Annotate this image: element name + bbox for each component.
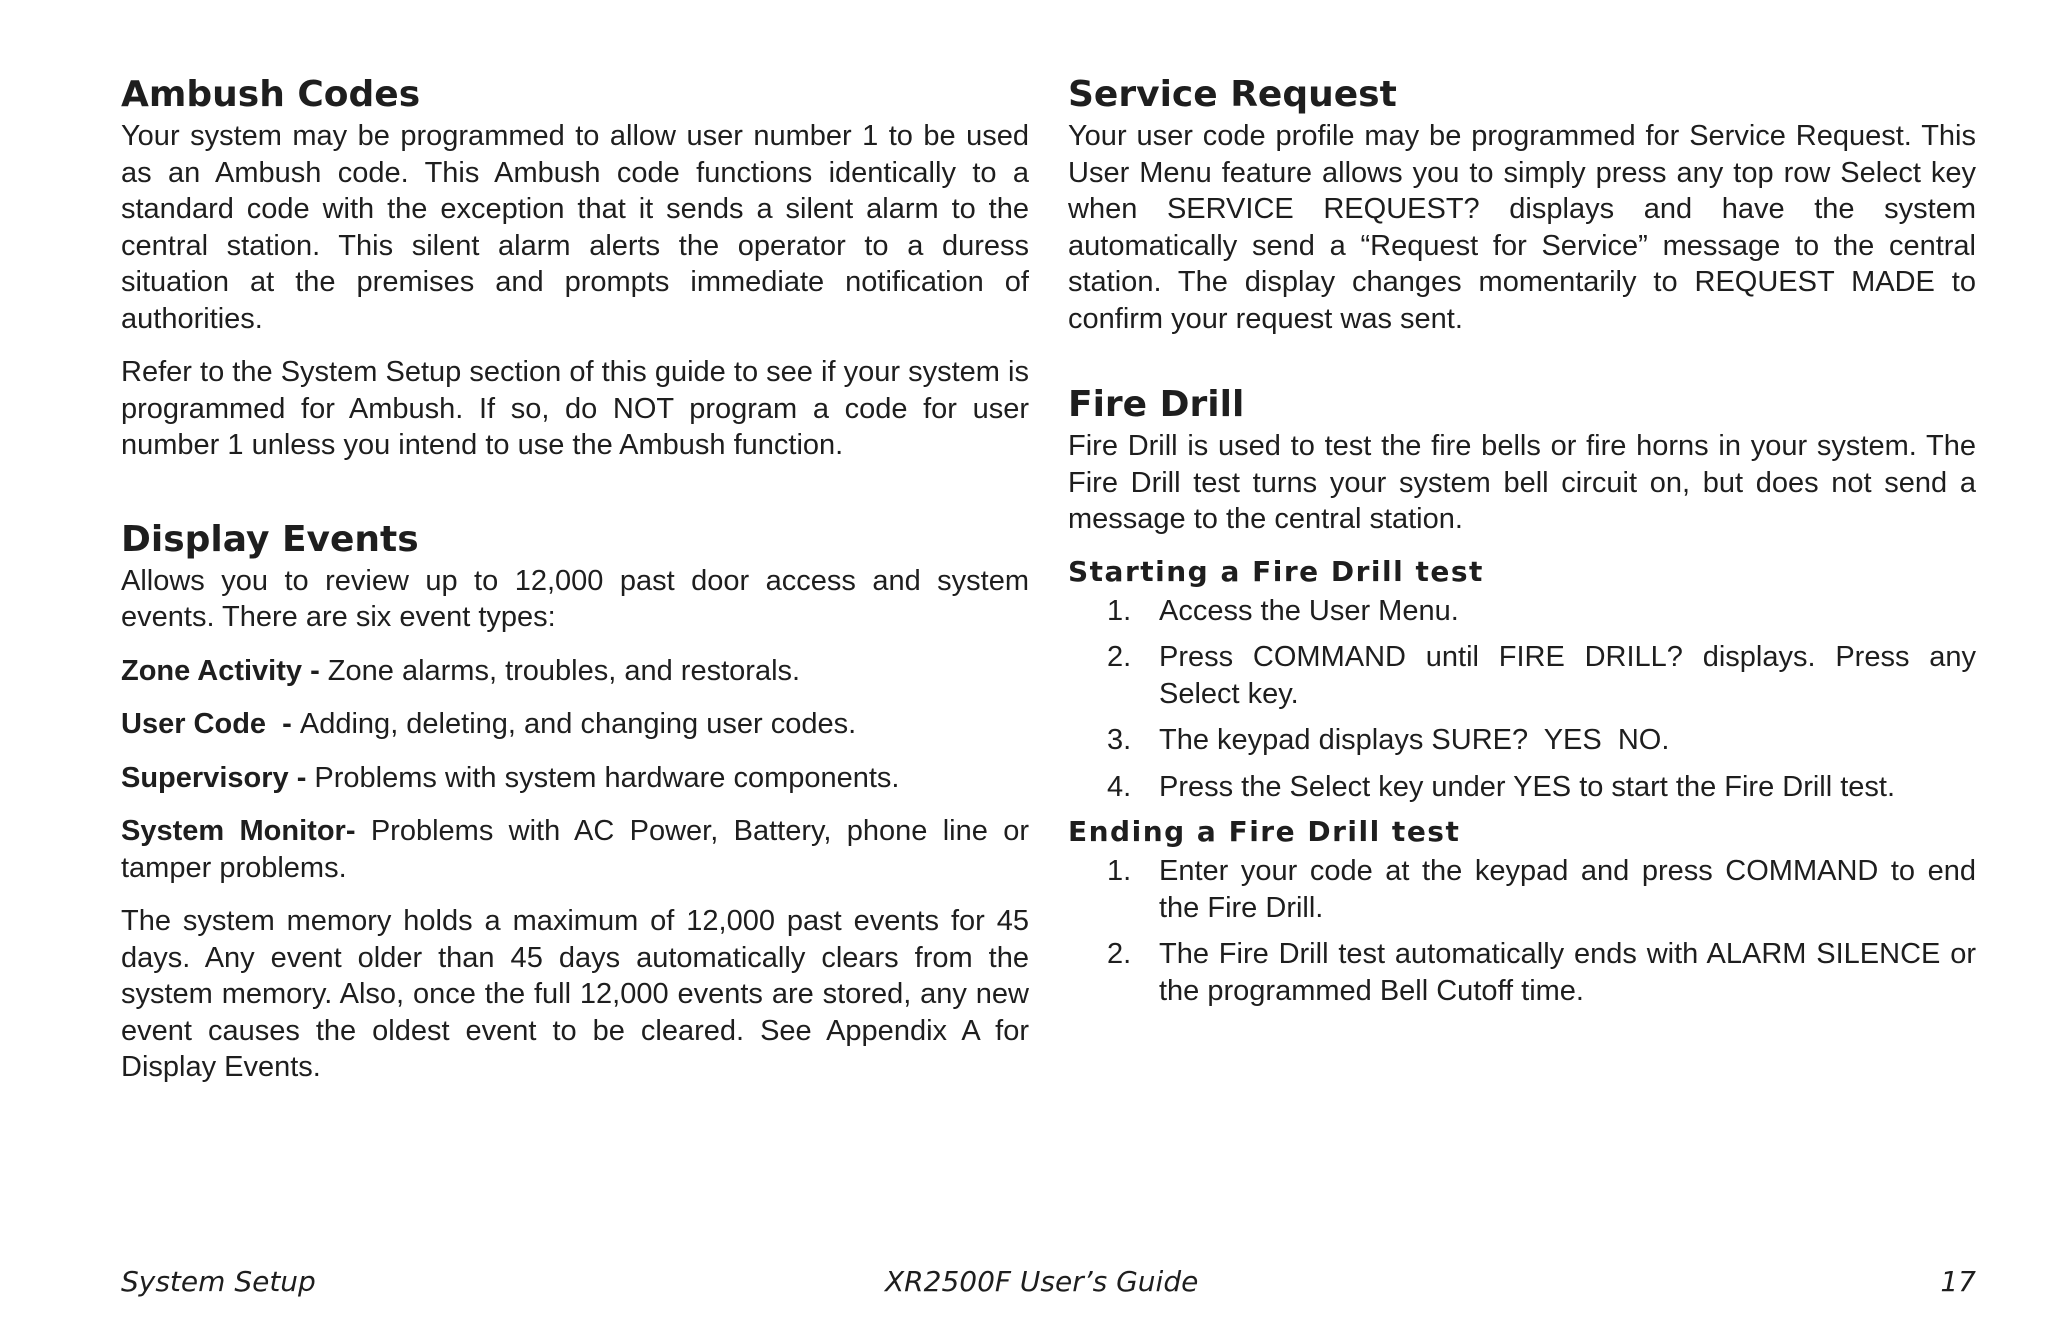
event-type-zone-activity xyxy=(121,653,1029,690)
step-text: Press COMMAND until FIRE DRILL? displays. Press any Select key. xyxy=(1159,641,1976,710)
service-request-heading: Service Request xyxy=(1068,74,1397,115)
ending-fire-drill-steps xyxy=(1068,853,1976,1009)
step-text: Press the Select key under YES to start the Fire Drill test. xyxy=(1159,770,1896,803)
starting-fire-drill-steps xyxy=(1068,593,1976,806)
event-type-description: Problems with AC Power, Battery, phone line or tamper problems. xyxy=(121,815,1030,884)
event-type-supervisory xyxy=(121,760,1029,797)
event-type-separator: - xyxy=(266,708,300,740)
step-text: Access the User Menu. xyxy=(1159,594,1459,627)
event-type-separator: - xyxy=(302,654,328,687)
step-number: 3. xyxy=(1107,724,1132,756)
list-item xyxy=(1068,936,1976,1009)
display-events-intro: Allows you to review up to 12,000 past door access and system events. There are six event types: xyxy=(121,564,1029,633)
step-number: 2. xyxy=(1107,938,1132,970)
ending-fire-drill-subheading: Ending a Fire Drill test xyxy=(1068,815,1461,848)
ambush-codes-heading: Ambush Codes xyxy=(121,74,421,115)
event-type-term: Zone Activity xyxy=(121,654,303,687)
event-type-description: Problems with system hardware components. xyxy=(314,761,900,794)
event-type-system-monitor xyxy=(121,813,1029,886)
ambush-codes-paragraph-1: Your system may be programmed to allow user number 1 to be used as an Ambush code. This Ambush code functions identically to a standard code with the exception that it sends a silent alarm to the central station. This silent alarm alerts the operator to a duress situation at the premises and prompts immediate notification of authorities. xyxy=(121,120,1029,335)
page-number: 17 xyxy=(1940,1265,1976,1298)
right-column xyxy=(1068,72,1976,1019)
starting-fire-drill-subheading: Starting a Fire Drill test xyxy=(1068,554,1484,588)
step-number: 1. xyxy=(1107,594,1132,627)
fire-drill-heading: Fire Drill xyxy=(1068,384,1245,425)
step-text: The keypad displays SURE? YES NO. xyxy=(1159,724,1670,756)
display-events-section xyxy=(121,517,1029,1086)
display-events-closing: The system memory holds a maximum of 12,000 past events for 45 days. Any event older than 45 days automatically clears from the system memory. Also, once the full 12,000 events are stored, any new event causes the oldest event to be cleared. See Appendix A for Display Events. xyxy=(121,905,1029,1083)
display-events-heading: Display Events xyxy=(121,518,419,560)
footer-guide-title: XR2500F User’s Guide xyxy=(885,1265,1199,1298)
event-type-user-code xyxy=(121,706,1029,743)
step-text: Enter your code at the keypad and press COMMAND to end the Fire Drill. xyxy=(1159,855,1976,924)
list-item xyxy=(1068,593,1976,630)
service-request-paragraph: Your user code profile may be programmed for Service Request. This User Menu feature allows you to simply press any top row Select key when SERVICE REQUEST? displays and have the system automatically send a “Request for Service” message to the central station. The display changes momentarily to REQUEST MADE to confirm your request was sent. xyxy=(1068,120,1976,335)
ambush-codes-paragraph-2: Refer to the System Setup section of this guide to see if your system is programmed for Ambush. If so, do NOT program a code for user number 1 unless you intend to use the Ambush function. xyxy=(121,356,1029,461)
list-item xyxy=(1068,769,1976,806)
step-text: The Fire Drill test automatically ends with ALARM SILENCE or the programmed Bell Cutoff time. xyxy=(1159,938,1976,1007)
list-item xyxy=(1068,853,1976,926)
event-type-term: System Monitor xyxy=(121,815,346,847)
event-type-term: User Code xyxy=(121,708,267,740)
footer-section-name: System Setup xyxy=(121,1265,316,1298)
event-type-description: Zone alarms, troubles, and restorals. xyxy=(327,654,801,687)
service-request-section xyxy=(1068,72,1976,337)
fire-drill-section xyxy=(1068,382,1976,1009)
step-number: 1. xyxy=(1107,855,1132,887)
step-number: 2. xyxy=(1107,641,1132,673)
event-type-term: Supervisory xyxy=(121,761,289,794)
left-column xyxy=(121,72,1029,1103)
event-type-separator: - xyxy=(288,761,315,794)
list-item xyxy=(1068,639,1976,712)
fire-drill-paragraph: Fire Drill is used to test the fire bells or fire horns in your system. The Fire Drill test turns your system bell circuit on, but does not send a message to the central station. xyxy=(1068,430,1976,535)
event-type-separator: - xyxy=(345,815,371,847)
list-item xyxy=(1068,722,1976,759)
event-type-description: Adding, deleting, and changing user codes. xyxy=(299,708,857,740)
step-number: 4. xyxy=(1107,770,1132,803)
page-footer xyxy=(121,1262,1976,1302)
ambush-codes-section xyxy=(121,72,1029,464)
